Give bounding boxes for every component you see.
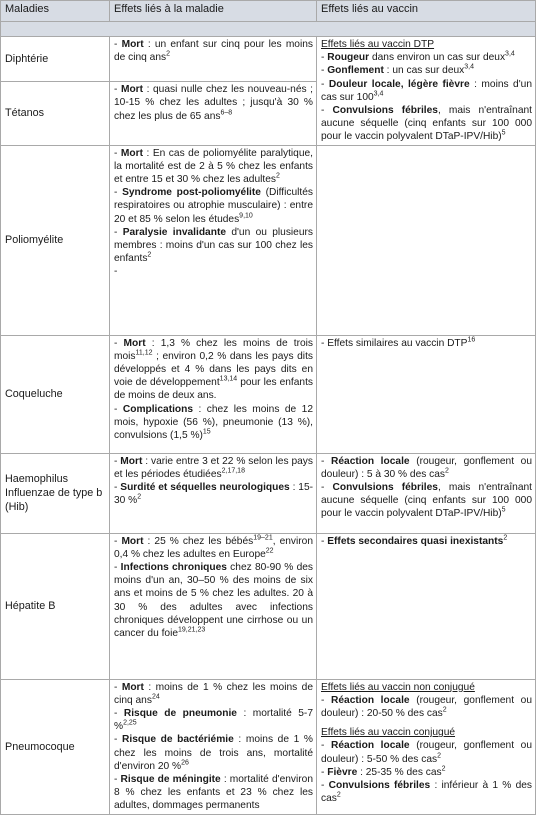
header-row bbox=[1, 1, 536, 22]
spacer-cell bbox=[1, 22, 536, 37]
effect-item-empty: - bbox=[114, 266, 118, 278]
effect-item: - Mort : quasi nulle chez les nouveau-nés ; 10-15 % chez les adultes ; jusqu'à 30 % chez les plus de 65 ans$^{6-8}$ bbox=[114, 84, 313, 122]
disease-name-tetanos: Tétanos bbox=[1, 82, 110, 145]
effect-item: - Convulsions fébriles, mais n'entraînant aucune séquelle (cinq enfants sur 100 000 pour le vaccin polyvalent DTaP-IPV/Hib)$^5$ bbox=[321, 105, 532, 143]
vaccine-effects-pneumo bbox=[317, 679, 536, 814]
disease-effects-hepb bbox=[110, 533, 317, 679]
disease-effects-polio bbox=[110, 145, 317, 335]
effect-item: - Risque de méningite : mortalité d'environ 8 % chez les enfants et 23 % chez les adultes, dommages permanents bbox=[114, 774, 313, 812]
table-row-hib bbox=[1, 453, 536, 533]
header-maladies: Maladies bbox=[1, 1, 110, 22]
effect-item: - Mort : varie entre 3 et 22 % selon les pays et les périodes étudiées$^{2,17,18}$ bbox=[114, 455, 313, 480]
vaccine-effects-coqueluche bbox=[317, 335, 536, 453]
table-row-coqueluche bbox=[1, 335, 536, 453]
effect-item: - Risque de bactériémie : moins de 1 % chez les moins de trois ans, mortalité d'environ 20 %$^{26}$ bbox=[114, 734, 313, 772]
effect-item: - Syndrome post-poliomyélite (Difficultés respiratoires ou atrophie musculaire) : entre 20 et 85 % selon les études$^{9,10}$ bbox=[114, 187, 313, 225]
disease-effects-coqueluche bbox=[110, 335, 317, 453]
effect-item: - Surdité et séquelles neurologiques : 15-30 %$^2$ bbox=[114, 482, 313, 507]
table-row-diphterie bbox=[1, 37, 536, 82]
effect-item: - Effets secondaires quasi inexistants$^2$ bbox=[321, 534, 508, 547]
effect-item: - Douleur locale, légère fièvre : moins d'un cas sur 100$^{3,4}$ bbox=[321, 78, 532, 103]
effect-item: - Paralysie invalidante d'un ou plusieurs membres : moins d'un cas sur 100 chez les enfants$^2$ bbox=[114, 226, 313, 265]
vaccine-section-title: Effets liés au vaccin conjugué bbox=[321, 727, 456, 739]
vaccine-effects-hepb bbox=[317, 533, 536, 679]
vaccine-effects-dtp bbox=[317, 37, 536, 146]
disease-effects-hib bbox=[110, 453, 317, 533]
vaccine-effects-polio bbox=[317, 145, 536, 335]
effect-item: - Rougeur dans environ un cas sur deux$^{3,4}$ bbox=[321, 50, 515, 64]
effect-item: - Mort : En cas de poliomyélite paralytique, la mortalité est de 2 à 5 % chez les enfants et entre 15 et 30 % chez les adultes$^2$ bbox=[114, 147, 313, 186]
disease-name-diphterie: Diphtérie bbox=[1, 37, 110, 82]
disease-name-polio: Poliomyélite bbox=[1, 145, 110, 335]
effect-item: - Mort : 1,3 % chez les moins de trois mois$^{11,12}$ ; environ 0,2 % dans les pays dits développés et 4 % dans les pays dits en voie de développement$^{13,14}$ pour les enfants de moins de deux ans. bbox=[114, 337, 313, 402]
effect-item: - Réaction locale (rougeur, gonflement ou douleur) : 5-50 % des cas$^2$ bbox=[321, 740, 532, 765]
header-disease-effects: Effets liés à la maladie bbox=[110, 1, 317, 22]
table-row-hepb bbox=[1, 533, 536, 679]
disease-effects-tetanos bbox=[110, 82, 317, 145]
effect-item: - Convulsions fébriles, mais n'entraînant aucune séquelle (cinq enfants sur 100 000 pour le vaccin polyvalent DTaP-IPV/Hib)$^5$ bbox=[321, 482, 532, 520]
effect-item: - Effets similaires au vaccin DTP$^{16}$ bbox=[321, 336, 476, 349]
vaccine-section-title: Effets liés au vaccin non conjugué bbox=[321, 681, 475, 693]
effect-item: - Infections chroniques chez 80-90 % des moins d'un an, 30–50 % des moins de six ans et moins de 5 % chez les adultes. 20 à 30 % des adultes avec infections chroniques développent une cirrhose ou un cancer du foie$^{19,21,23}$ bbox=[114, 562, 313, 640]
disease-name-hepb: Hépatite B bbox=[1, 533, 110, 679]
disease-effects-pneumo bbox=[110, 679, 317, 814]
disease-name-pneumo: Pneumocoque bbox=[1, 679, 110, 814]
effect-item: - Mort : moins de 1 % chez les moins de cinq ans$^{24}$ bbox=[114, 681, 313, 706]
effect-item: - Complications : chez les moins de 12 mois, hypoxie (56 %), pneumonie (13 %), convulsions (1,5 %)$^{15}$ bbox=[114, 403, 313, 442]
header-vaccine-effects: Effets liés au vaccin bbox=[317, 1, 536, 22]
table-row-pneumo bbox=[1, 679, 536, 814]
vaccine-section-title: Effets liés au vaccin DTP bbox=[321, 39, 435, 50]
effect-item: - Risque de pneumonie : mortalité 5-7 %$^{2,25}$ bbox=[114, 708, 313, 733]
disease-effects-diphterie bbox=[110, 37, 317, 82]
disease-name-coqueluche: Coqueluche bbox=[1, 335, 110, 453]
table-row-polio bbox=[1, 145, 536, 335]
effect-item: - Fièvre : 25-35 % des cas$^2$ bbox=[321, 765, 446, 778]
effect-item: - Gonflement : un cas sur deux$^{3,4}$ bbox=[321, 64, 474, 77]
vaccine-effects-hib bbox=[317, 453, 536, 533]
disease-name-hib: Haemophilus Influenzae de type b (Hib) bbox=[1, 453, 110, 533]
effect-item: - Mort : 25 % chez les bébés$^{19-21}$, environ 0,4 % chez les adultes en Europe$^{22}$ bbox=[114, 534, 313, 560]
effect-item: - Convulsions fébriles : inférieur à 1 % des cas$^2$ bbox=[321, 780, 532, 805]
effect-item: - Réaction locale (rougeur, gonflement ou douleur) : 5 à 30 % des cas$^2$ bbox=[321, 455, 532, 480]
spacer-row bbox=[1, 22, 536, 37]
effect-item: - Mort : un enfant sur cinq pour les moins de cinq ans$^2$ bbox=[114, 39, 313, 64]
effect-item: - Réaction locale (rougeur, gonflement ou douleur) : 20-50 % des cas$^2$ bbox=[321, 694, 532, 720]
